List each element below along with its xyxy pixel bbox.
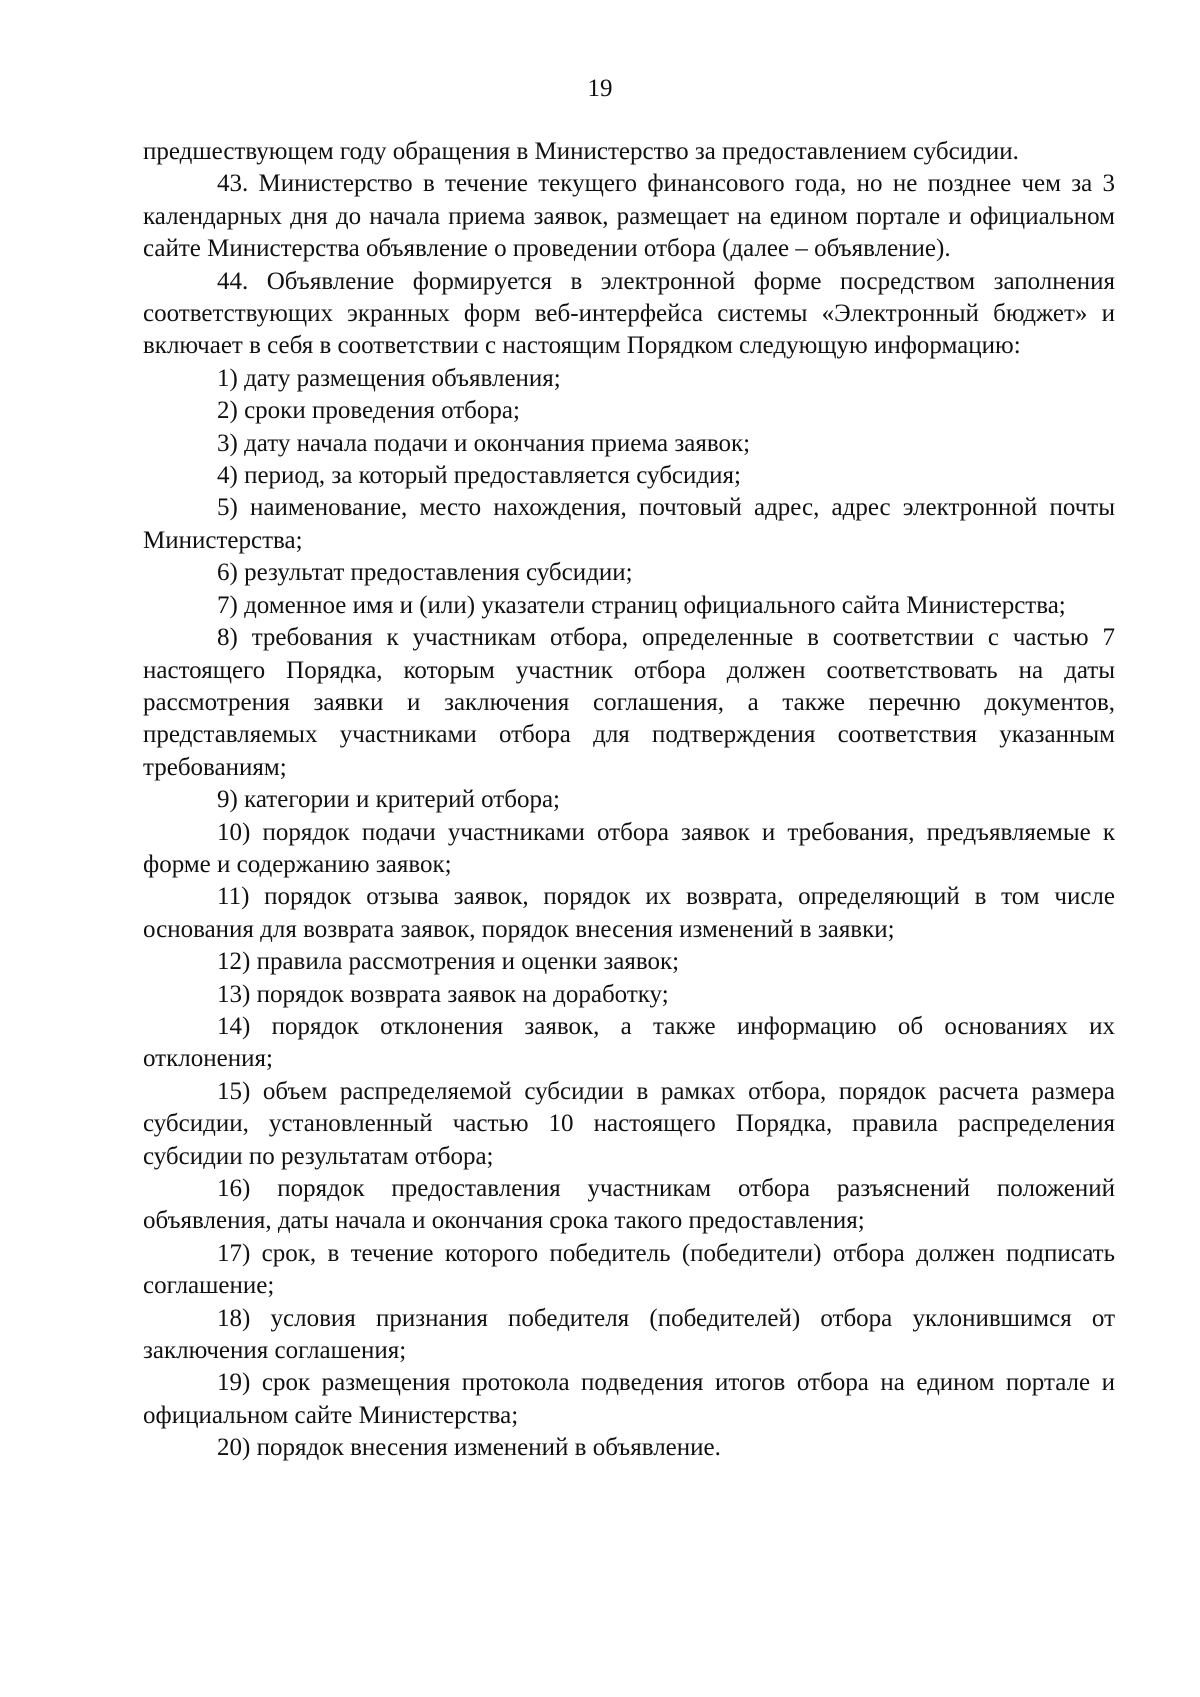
- list-item-17: 17) срок, в течение которого победитель (победители) отбора должен подписать соглашение;: [143, 1239, 1115, 1300]
- list-item-7: 7) доменное имя и (или) указатели страниц официального сайта Министерства;: [217, 591, 1066, 619]
- paragraph-43: 43. Министерство в течение текущего финансового года, но не позднее чем за 3 календарных дня до начала приема заявок, размещает на едином портале и официальном сайте Министерства объявление о проведении отбора (далее – объявление).: [143, 170, 1115, 263]
- list-item-11: 11) порядок отзыва заявок, порядок их возврата, определяющий в том числе основания для возврата заявок, порядок внесения изменений в заявки;: [143, 883, 1115, 943]
- list-item-4: 4) период, за который предоставляется субсидия;: [217, 462, 741, 490]
- list-item-10: 10) порядок подачи участниками отбора заявок и требования, предъявляемые к форме и содержанию заявок;: [143, 818, 1115, 878]
- list-item-2: 2) сроки проведения отбора;: [217, 397, 520, 425]
- list-item-1: 1) дату размещения объявления;: [217, 364, 561, 392]
- page-number: 19: [587, 75, 613, 102]
- list-item-12: 12) правила рассмотрения и оценки заявок;: [217, 948, 680, 976]
- list-item-18: 18) условия признания победителя (победителей) отбора уклонившимся от заключения соглашения;: [143, 1304, 1115, 1365]
- document-body: [143, 136, 1115, 1465]
- paragraph-44: 44. Объявление формируется в электронной форме посредством заполнения соответствующих экранных форм веб-интерфейса системы «Электронный бюджет» и включает в себя в соответствии с настоящим Порядком следующую информацию:: [143, 267, 1115, 360]
- list-item-5: 5) наименование, место нахождения, почтовый адрес, адрес электронной почты Министерства;: [143, 494, 1115, 554]
- list-item-15: 15) объем распределяемой субсидии в рамках отбора, порядок расчета размера субсидии, установленный частью 10 настоящего Порядка, правила распределения субсидии по результатам отбора;: [143, 1077, 1115, 1170]
- list-item-16: 16) порядок предоставления участникам отбора разъяснений положений объявления, даты начала и окончания срока такого предоставления;: [143, 1175, 1115, 1235]
- list-item-6: 6) результат предоставления субсидии;: [217, 559, 633, 587]
- paragraph-continuation: предшествующем году обращения в Министерство за предоставлением субсидии.: [143, 138, 1019, 165]
- list-item-20: 20) порядок внесения изменений в объявление.: [217, 1434, 721, 1462]
- list-item-8: 8) требования к участникам отбора, определенные в соответствии с частью 7 настоящего Порядка, которым участник отбора должен соответствовать на даты рассмотрения заявки и заключения соглашения, а также перечню документов, представляемых участниками отбора для подтверждения соответствия указанным требованиям;: [143, 624, 1115, 781]
- list-item-9: 9) категории и критерий отбора;: [217, 786, 560, 814]
- list-item-19: 19) срок размещения протокола подведения итогов отбора на едином портале и официальном сайте Министерства;: [143, 1369, 1115, 1429]
- list-item-13: 13) порядок возврата заявок на доработку;: [217, 980, 669, 1008]
- list-item-3: 3) дату начала подачи и окончания приема заявок;: [217, 429, 751, 457]
- list-item-14: 14) порядок отклонения заявок, а также информацию об основаниях их отклонения;: [143, 1012, 1115, 1073]
